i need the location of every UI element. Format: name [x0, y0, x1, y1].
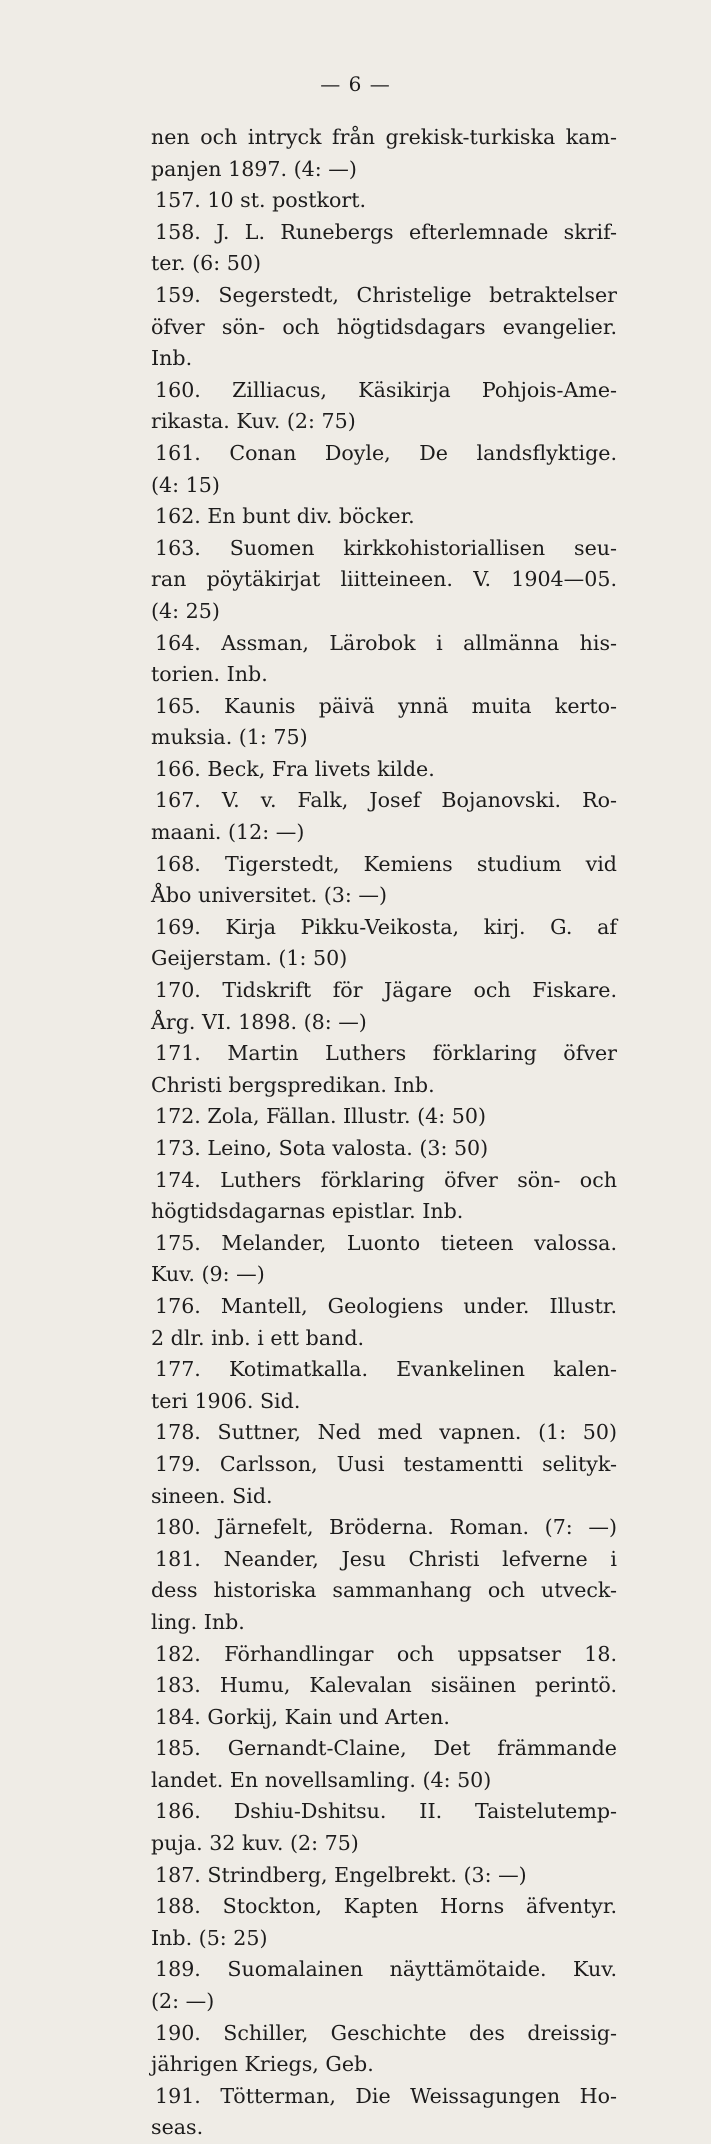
text-line: 166. Beck, Fra livets kilde. [155, 756, 435, 781]
text-line: sineen. Sid. [151, 1483, 273, 1508]
text-line: Kuv. (9: —) [151, 1262, 265, 1287]
text-line: 163. Suomen kirkkohistoriallisen seu- [155, 535, 617, 560]
text-line: 174. Luthers förklaring öfver sön- och [155, 1167, 617, 1192]
text-line: ter. (6: 50) [151, 251, 261, 276]
text-line: 171. Martin Luthers förklaring öfver [155, 1041, 617, 1066]
text-line: 180. Järnefelt, Bröderna. Roman. (7: —) [155, 1515, 617, 1540]
catalogue-text-column [151, 122, 617, 2144]
text-line: muksia. (1: 75) [151, 725, 308, 750]
text-line: 169. Kirja Pikku-Veikosta, kirj. G. af [155, 914, 617, 939]
text-line: Inb. [151, 346, 193, 371]
text-line: ling. Inb. [151, 1609, 245, 1634]
text-line: 190. Schiller, Geschichte des dreissig- [155, 2020, 617, 2045]
text-line: puja. 32 kuv. (2: 75) [151, 1831, 359, 1856]
text-line: Årg. VI. 1898. (8: —) [151, 1009, 367, 1034]
text-line: 188. Stockton, Kapten Horns äfventyr. [155, 1894, 617, 1919]
text-line: 181. Neander, Jesu Christi lefverne i [155, 1546, 617, 1571]
text-line: 184. Gorkij, Kain und Arten. [155, 1704, 450, 1729]
page-number: — 6 — [320, 72, 391, 96]
text-line: nen och intryck från grekisk-turkiska kam- [151, 125, 617, 149]
text-line: 157. 10 st. postkort. [155, 188, 367, 213]
text-line: rikasta. Kuv. (2: 75) [151, 409, 356, 434]
text-line: teri 1906. Sid. [151, 1388, 301, 1413]
text-line: 182. Förhandlingar och uppsatser 18. [155, 1641, 617, 1666]
text-line: 167. V. v. Falk, Josef Bojanovski. Ro- [155, 788, 617, 813]
text-line: 187. Strindberg, Engelbrekt. (3: —) [155, 1862, 527, 1887]
text-line: Christi bergspredikan. Inb. [151, 1072, 435, 1097]
text-line: 191. Tötterman, Die Weissagungen Ho- [155, 2083, 617, 2108]
text-line: 176. Mantell, Geologiens under. Illustr. [155, 1293, 617, 1318]
text-line: 164. Assman, Lärobok i allmänna his- [155, 630, 617, 655]
text-line: 186. Dshiu-Dshitsu. II. Taistelutemp- [155, 1799, 617, 1824]
text-line: 179. Carlsson, Uusi testamentti selityk- [155, 1451, 617, 1476]
text-line: 161. Conan Doyle, De landsflyktige. [155, 440, 617, 465]
text-line: (4: 15) [151, 472, 220, 497]
text-line: öfver sön- och högtidsdagars evangelier. [151, 314, 617, 339]
text-line: 173. Leino, Sota valosta. (3: 50) [155, 1136, 489, 1160]
text-line: 170. Tidskrift för Jägare och Fiskare. [155, 978, 617, 1003]
text-line: ran pöytäkirjat liitteineen. V. 1904—05. [151, 567, 617, 592]
text-line: 160. Zilliacus, Käsikirja Pohjois-Ame- [155, 377, 617, 402]
text-line: 185. Gernandt-Claine, Det främmande [155, 1736, 617, 1761]
text-line: jährigen Kriegs, Geb. [151, 2052, 374, 2077]
text-line: 158. J. L. Runebergs efterlemnade skrif- [155, 219, 617, 244]
text-line: Geijerstam. (1: 50) [151, 946, 348, 971]
text-line: 178. Suttner, Ned med vapnen. (1: 50) [155, 1420, 617, 1445]
text-line: (4: 25) [151, 598, 220, 623]
text-line: 162. En bunt div. böcker. [155, 504, 415, 529]
text-line: 183. Humu, Kalevalan sisäinen perintö. [155, 1673, 617, 1698]
text-line: 2 dlr. inb. i ett band. [151, 1325, 365, 1350]
text-line: 165. Kaunis päivä ynnä muita kerto- [155, 693, 617, 718]
text-line: 175. Melander, Luonto tieteen valossa. [155, 1230, 617, 1255]
text-line: landet. En novellsamling. (4: 50) [151, 1767, 492, 1792]
text-line: 189. Suomalainen näyttämötaide. Kuv. [155, 1957, 617, 1982]
text-line: seas. [151, 2115, 204, 2140]
text-line: torien. Inb. [151, 662, 268, 687]
text-line: 168. Tigerstedt, Kemiens studium vid [155, 851, 617, 876]
text-line: Åbo universitet. (3: —) [151, 883, 388, 908]
text-line: 172. Zola, Fällan. Illustr. (4: 50) [155, 1104, 486, 1129]
text-line: maani. (12: —) [151, 820, 305, 845]
text-line: dess historiska sammanhang och utveck- [151, 1578, 617, 1603]
text-line: 177. Kotimatkalla. Evankelinen kalen- [155, 1357, 617, 1382]
text-line: (2: —) [151, 1989, 215, 2014]
text-line: 159. Segerstedt, Christelige betraktelser [155, 282, 617, 307]
text-line: Inb. (5: 25) [151, 1925, 268, 1950]
text-line: panjen 1897. (4: —) [151, 156, 357, 181]
text-line: högtidsdagarnas epistlar. Inb. [151, 1199, 464, 1224]
